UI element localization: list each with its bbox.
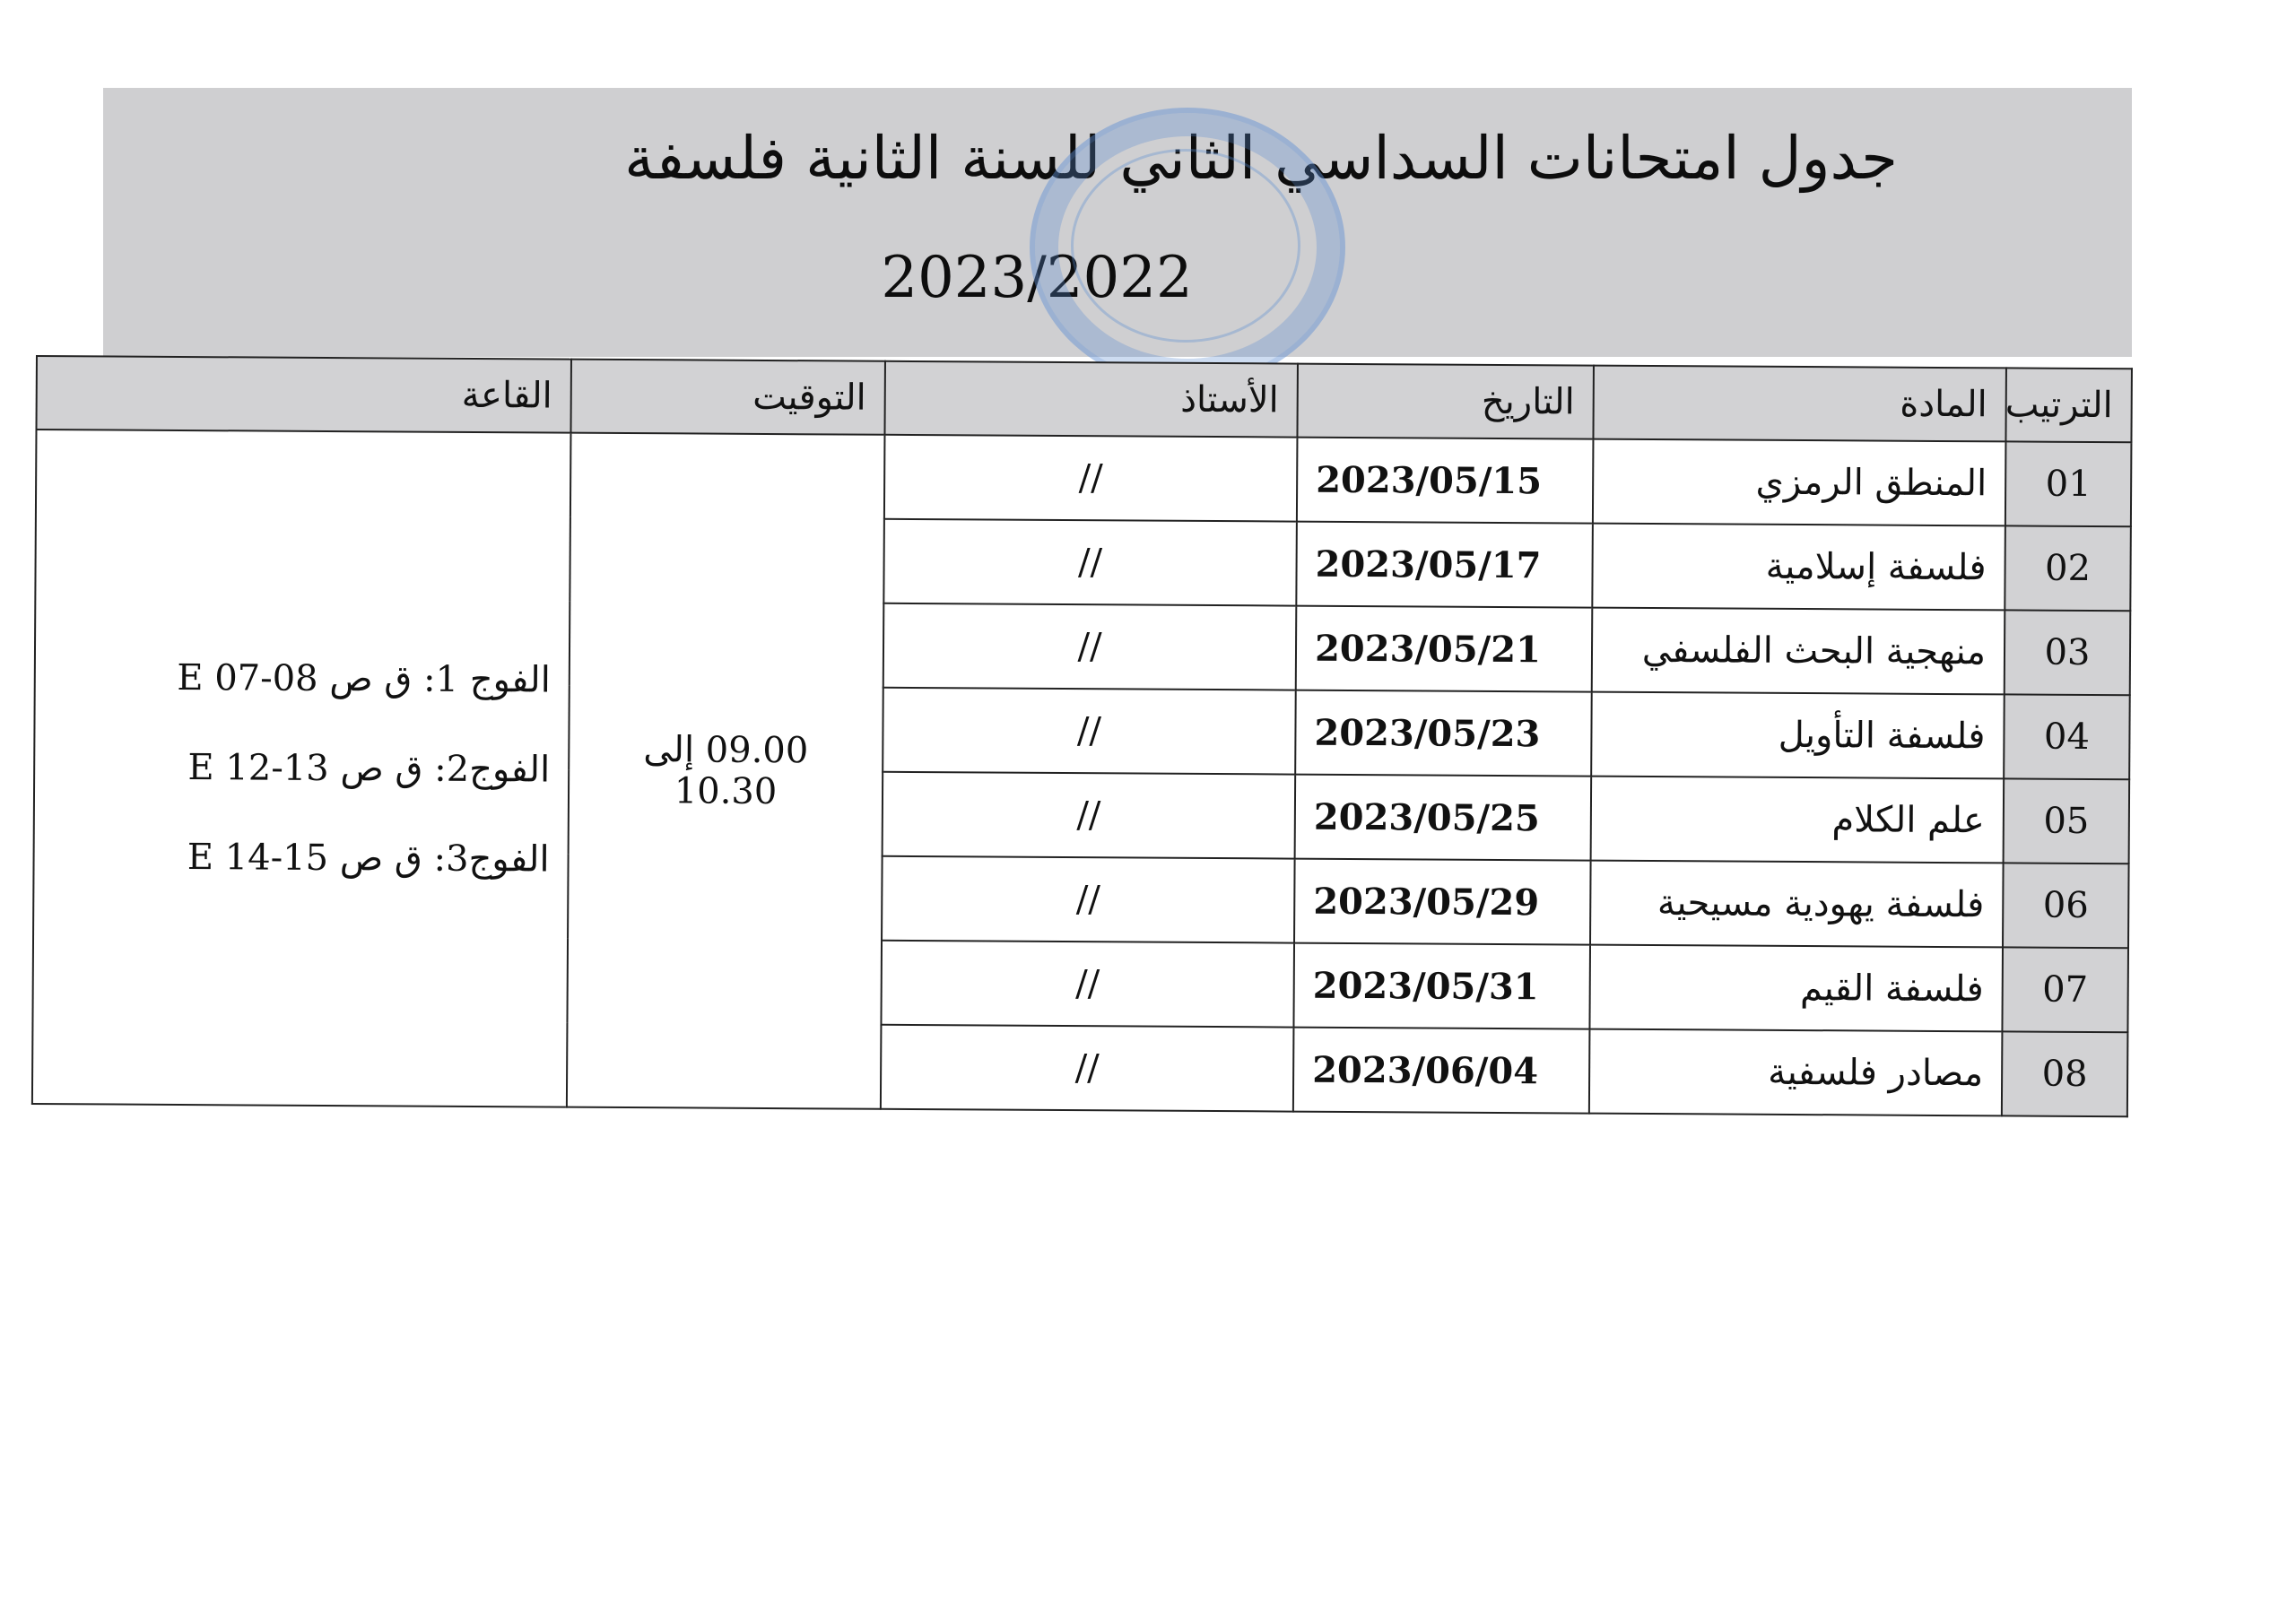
- exam-time: 09.00 إلى 10.30: [567, 433, 885, 1109]
- row-professor: //: [881, 1025, 1294, 1112]
- row-date: 2023/05/21: [1296, 606, 1593, 692]
- row-date: 2023/05/17: [1296, 522, 1593, 608]
- row-professor: //: [882, 856, 1295, 943]
- table-header-row: [36, 356, 2131, 442]
- header-professor: الأستاذ: [884, 361, 1297, 438]
- row-professor: //: [881, 941, 1294, 1028]
- row-professor: //: [883, 688, 1296, 775]
- row-professor: //: [883, 772, 1296, 859]
- table-row: [36, 430, 2132, 526]
- exam-rooms: [32, 430, 571, 1107]
- row-order: 02: [2005, 525, 2131, 611]
- stamp-inner-ring: [1071, 149, 1300, 343]
- row-order: 01: [2005, 441, 2132, 526]
- row-order: 03: [2005, 610, 2131, 695]
- row-order: 07: [2002, 947, 2128, 1032]
- row-order: 05: [2004, 778, 2130, 864]
- header-room: القاعة: [36, 356, 570, 433]
- row-date: 2023/05/31: [1293, 943, 1590, 1029]
- row-subject: منهجية البحث الفلسفي: [1592, 608, 2005, 695]
- room-group-1: الفوج 1: ق ص 08-07 E: [177, 656, 551, 701]
- header-subject: المادة: [1593, 366, 2005, 442]
- row-date: 2023/05/15: [1297, 438, 1594, 524]
- row-professor: //: [883, 603, 1297, 690]
- row-subject: المنطق الرمزي: [1593, 439, 2006, 526]
- row-order: 04: [2004, 694, 2130, 779]
- row-subject: علم الكلام: [1591, 777, 2005, 864]
- row-date: 2023/06/04: [1293, 1028, 1590, 1114]
- row-subject: فلسفة يهودية مسيحية: [1590, 861, 2004, 948]
- row-order: 06: [2003, 863, 2129, 948]
- header-order: الترتيب: [2005, 368, 2131, 442]
- row-date: 2023/05/23: [1295, 690, 1592, 777]
- room-group-3: الفوج3: ق ص 15-14 E: [187, 837, 550, 881]
- row-professor: //: [883, 519, 1297, 606]
- official-stamp-icon: [1030, 108, 1345, 387]
- row-professor: //: [884, 435, 1298, 522]
- header-date: التاريخ: [1297, 364, 1593, 439]
- page-title: جدول امتحانات السداسي الثاني للسنة الثانية فلسفة: [624, 124, 1898, 193]
- row-order: 08: [2002, 1031, 2128, 1116]
- row-subject: فلسفة إسلامية: [1592, 524, 2005, 611]
- header-time: التوقيت: [570, 360, 884, 435]
- academic-year: 2023/2022: [881, 245, 1193, 311]
- row-date: 2023/05/25: [1295, 775, 1592, 861]
- row-subject: فلسفة القيم: [1589, 945, 2003, 1032]
- row-date: 2023/05/29: [1294, 859, 1591, 945]
- row-subject: مصادر فلسفية: [1589, 1029, 2003, 1116]
- exam-schedule-table: [31, 355, 2133, 1117]
- row-subject: فلسفة التأويل: [1591, 692, 2005, 779]
- room-group-2: الفوج2: ق ص 13-12 E: [187, 747, 551, 791]
